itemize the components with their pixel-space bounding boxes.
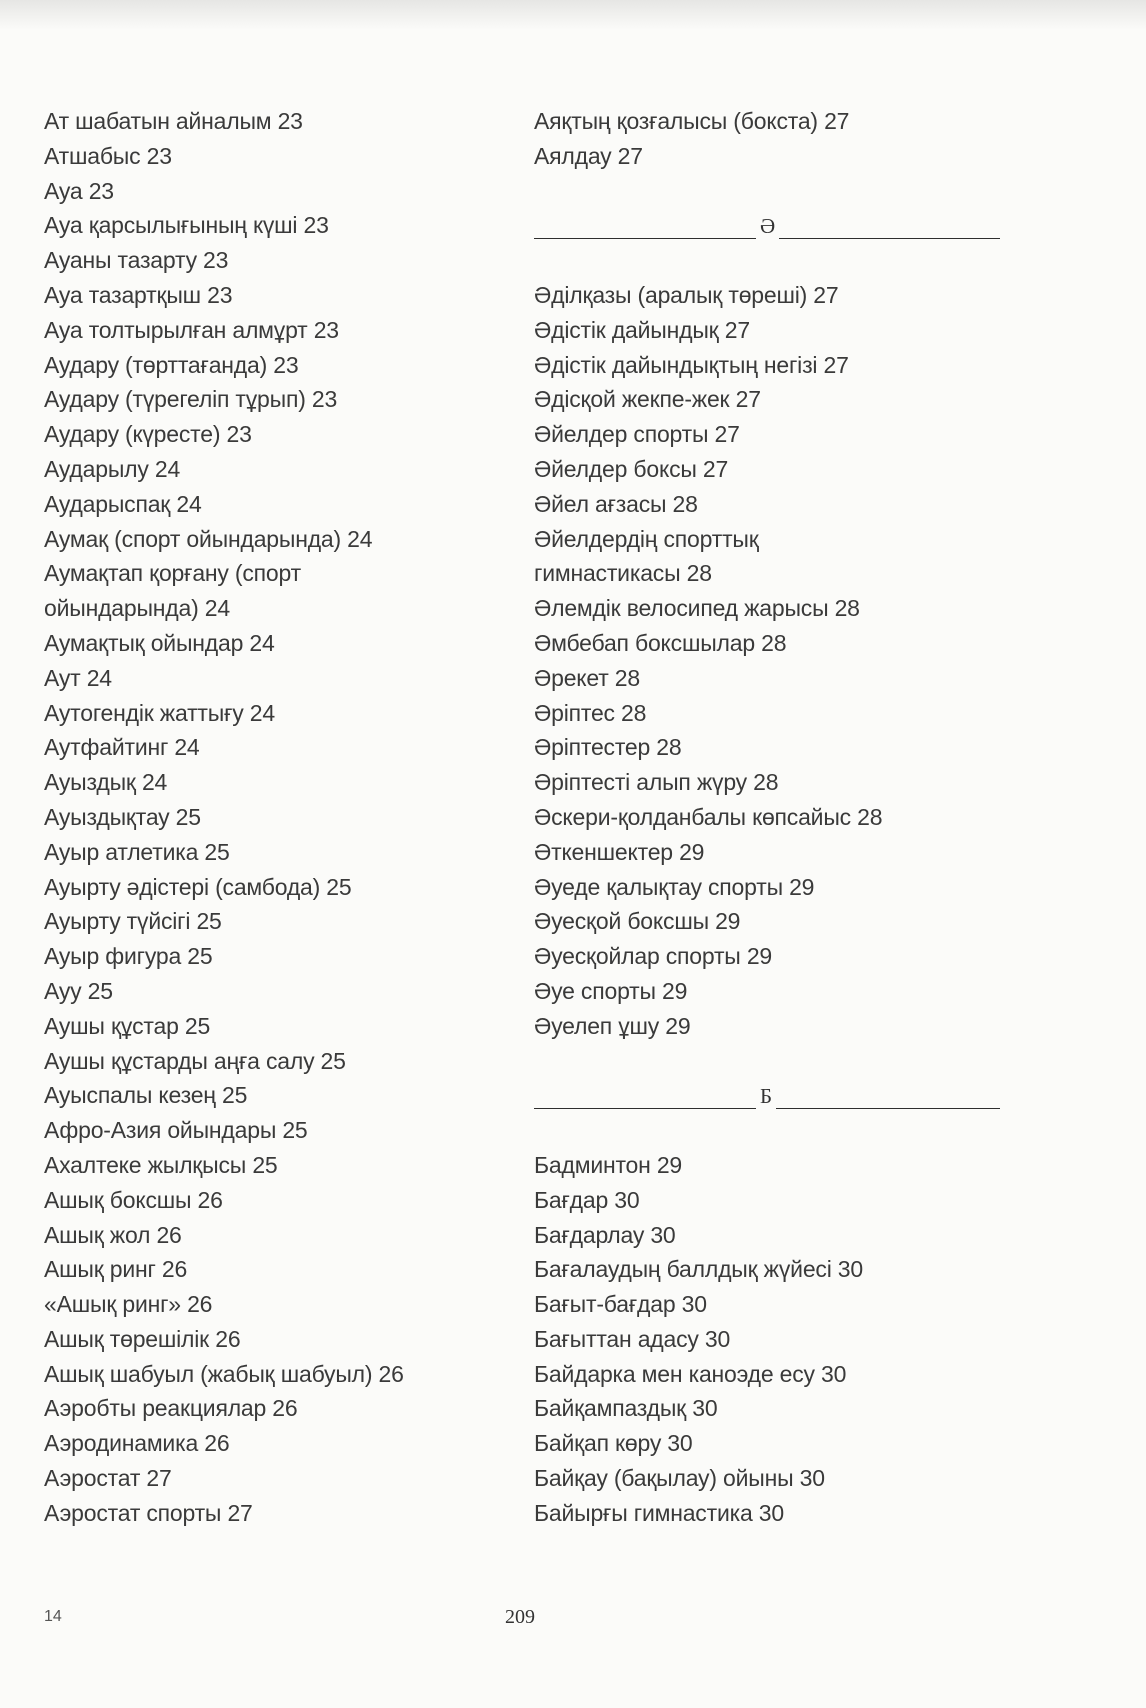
index-entry: Әдістік дайындықтың негізі 27 xyxy=(534,351,849,378)
index-entry: Аудару (төрттағанда) 23 xyxy=(44,351,299,378)
index-entry: Ауаны тазарту 23 xyxy=(44,247,229,274)
index-entry: Әдісқой жекпе-жек 27 xyxy=(534,386,761,413)
index-entry: Аударыспақ 24 xyxy=(44,490,202,517)
index-entry: Аудару (күресте) 23 xyxy=(44,421,252,448)
index-entry: Ауыздықтау 25 xyxy=(44,803,201,830)
index-entry: Ауа тазартқыш 23 xyxy=(44,281,233,308)
index-entry: Әуеде қалықтау спорты 29 xyxy=(534,873,815,900)
index-entry: Ауыр фигура 25 xyxy=(44,943,213,970)
index-entry: Байқап көру 30 xyxy=(534,1430,693,1457)
index-entry: Ашық төрешілік 26 xyxy=(44,1325,241,1352)
index-column-left xyxy=(44,104,524,1531)
index-entry: Әділқазы (аралық төреші) 27 xyxy=(534,281,839,308)
index-entry: Ауыздық 24 xyxy=(44,769,168,796)
index-entry: Ауа толтырылған алмұрт 23 xyxy=(44,316,339,343)
index-entry: Ашық боксшы 26 xyxy=(44,1186,223,1213)
index-entry: Ауыр атлетика 25 xyxy=(44,838,230,865)
index-entry: Аэростат спорты 27 xyxy=(44,1499,253,1526)
signature-mark: 14 xyxy=(44,1608,62,1625)
index-entry: Бағдарлау 30 xyxy=(534,1221,676,1248)
index-column-right xyxy=(534,104,1004,1531)
index-entry: Аушы құстар 25 xyxy=(44,1012,211,1039)
index-entry: Ашық ринг 26 xyxy=(44,1256,188,1283)
index-entry: Афро-Азия ойындары 25 xyxy=(44,1117,308,1144)
index-entry: Аялдау 27 xyxy=(534,142,643,169)
index-entry: Байқау (бақылау) ойыны 30 xyxy=(534,1465,825,1492)
index-entry: Бағдар 30 xyxy=(534,1186,640,1213)
index-entry: Әрекет 28 xyxy=(534,664,640,691)
page-number: 209 xyxy=(505,1606,535,1628)
index-entry: Әлемдік велосипед жарысы 28 xyxy=(534,595,860,622)
index-entry: Ауа 23 xyxy=(44,177,114,204)
index-entry: Әріптестер 28 xyxy=(534,734,682,761)
index-entry: Бадминтон 29 xyxy=(534,1151,683,1178)
index-entry: Бағалаудың баллдық жүйесі 30 xyxy=(534,1256,863,1283)
index-entry: «Ашық ринг» 26 xyxy=(44,1291,213,1318)
index-entry: Аудару (түрегеліп тұрып) 23 xyxy=(44,386,338,413)
index-entry: Әткеншектер 29 xyxy=(534,838,705,865)
index-entry: гимнастикасы 28 xyxy=(534,560,712,587)
index-entry: Әскери-қолданбалы көпсайыс 28 xyxy=(534,803,883,830)
index-entry: Ауырту түйсігі 25 xyxy=(44,908,222,935)
index-entry: Әйелдер боксы 27 xyxy=(534,455,729,482)
index-entry: Аэродинамика 26 xyxy=(44,1430,230,1457)
index-entry: Ат шабатын айналым 23 xyxy=(44,108,303,134)
index-entry: Әуесқой боксшы 29 xyxy=(534,908,741,935)
index-entry: Ауырту әдістері (самбода) 25 xyxy=(44,873,352,900)
section-header-ae xyxy=(534,208,1004,243)
index-entry: Аутогендік жаттығу 24 xyxy=(44,699,275,726)
index-entry: Әйел ағзасы 28 xyxy=(534,490,698,517)
section-letter: Б xyxy=(756,1084,776,1109)
index-entry: Ашық жол 26 xyxy=(44,1221,182,1248)
index-entry: Ашық шабуыл (жабық шабуыл) 26 xyxy=(44,1360,404,1387)
index-entry: Байдарка мен каноэде есу 30 xyxy=(534,1360,847,1387)
index-entry: Ахалтеке жылқысы 25 xyxy=(44,1151,278,1178)
index-entry: Аударылу 24 xyxy=(44,455,181,482)
index-entry: Аушы құстарды аңға салу 25 xyxy=(44,1047,346,1074)
index-entry: Атшабыс 23 xyxy=(44,142,172,169)
index-entry: Аут 24 xyxy=(44,664,112,691)
index-entry: Аэростат 27 xyxy=(44,1465,172,1492)
index-entry: Аумақ (спорт ойындарында) 24 xyxy=(44,525,373,552)
index-entry: ойындарында) 24 xyxy=(44,595,230,622)
index-entry: Аяқтың қозғалысы (бокста) 27 xyxy=(534,108,850,134)
section-letter: Ә xyxy=(756,214,779,239)
index-entry: Әдістік дайындық 27 xyxy=(534,316,750,343)
index-entry: Әріптесті алып жүру 28 xyxy=(534,769,779,796)
scan-shadow xyxy=(0,0,1146,30)
index-entry: Аэробты реакциялар 26 xyxy=(44,1395,298,1422)
index-entry: Әуелеп ұшу 29 xyxy=(534,1012,691,1039)
index-entry: Бағыт-бағдар 30 xyxy=(534,1291,707,1318)
index-entry: Ауыспалы кезең 25 xyxy=(44,1082,248,1109)
index-entry: Бағыттан адасу 30 xyxy=(534,1325,731,1352)
index-entry: Аутфайтинг 24 xyxy=(44,734,200,761)
index-entry: Әуесқойлар спорты 29 xyxy=(534,943,773,970)
index-entry: Әйелдердің спорттық xyxy=(534,525,759,552)
index-entry: Ауу 25 xyxy=(44,977,113,1004)
index-entry: Аумақтық ойындар 24 xyxy=(44,629,275,656)
index-entry: Әмбебап боксшылар 28 xyxy=(534,629,787,656)
index-entry: Байырғы гимнастика 30 xyxy=(534,1499,784,1526)
index-entry: Әуе спорты 29 xyxy=(534,977,688,1004)
index-entry: Әйелдер спорты 27 xyxy=(534,421,740,448)
index-entry: Аумақтап қорғану (спорт xyxy=(44,560,301,587)
index-entry: Әріптес 28 xyxy=(534,699,647,726)
index-entry: Ауа қарсылығының күші 23 xyxy=(44,212,329,239)
index-entry: Байқампаздық 30 xyxy=(534,1395,718,1422)
section-header-b xyxy=(534,1078,1004,1113)
